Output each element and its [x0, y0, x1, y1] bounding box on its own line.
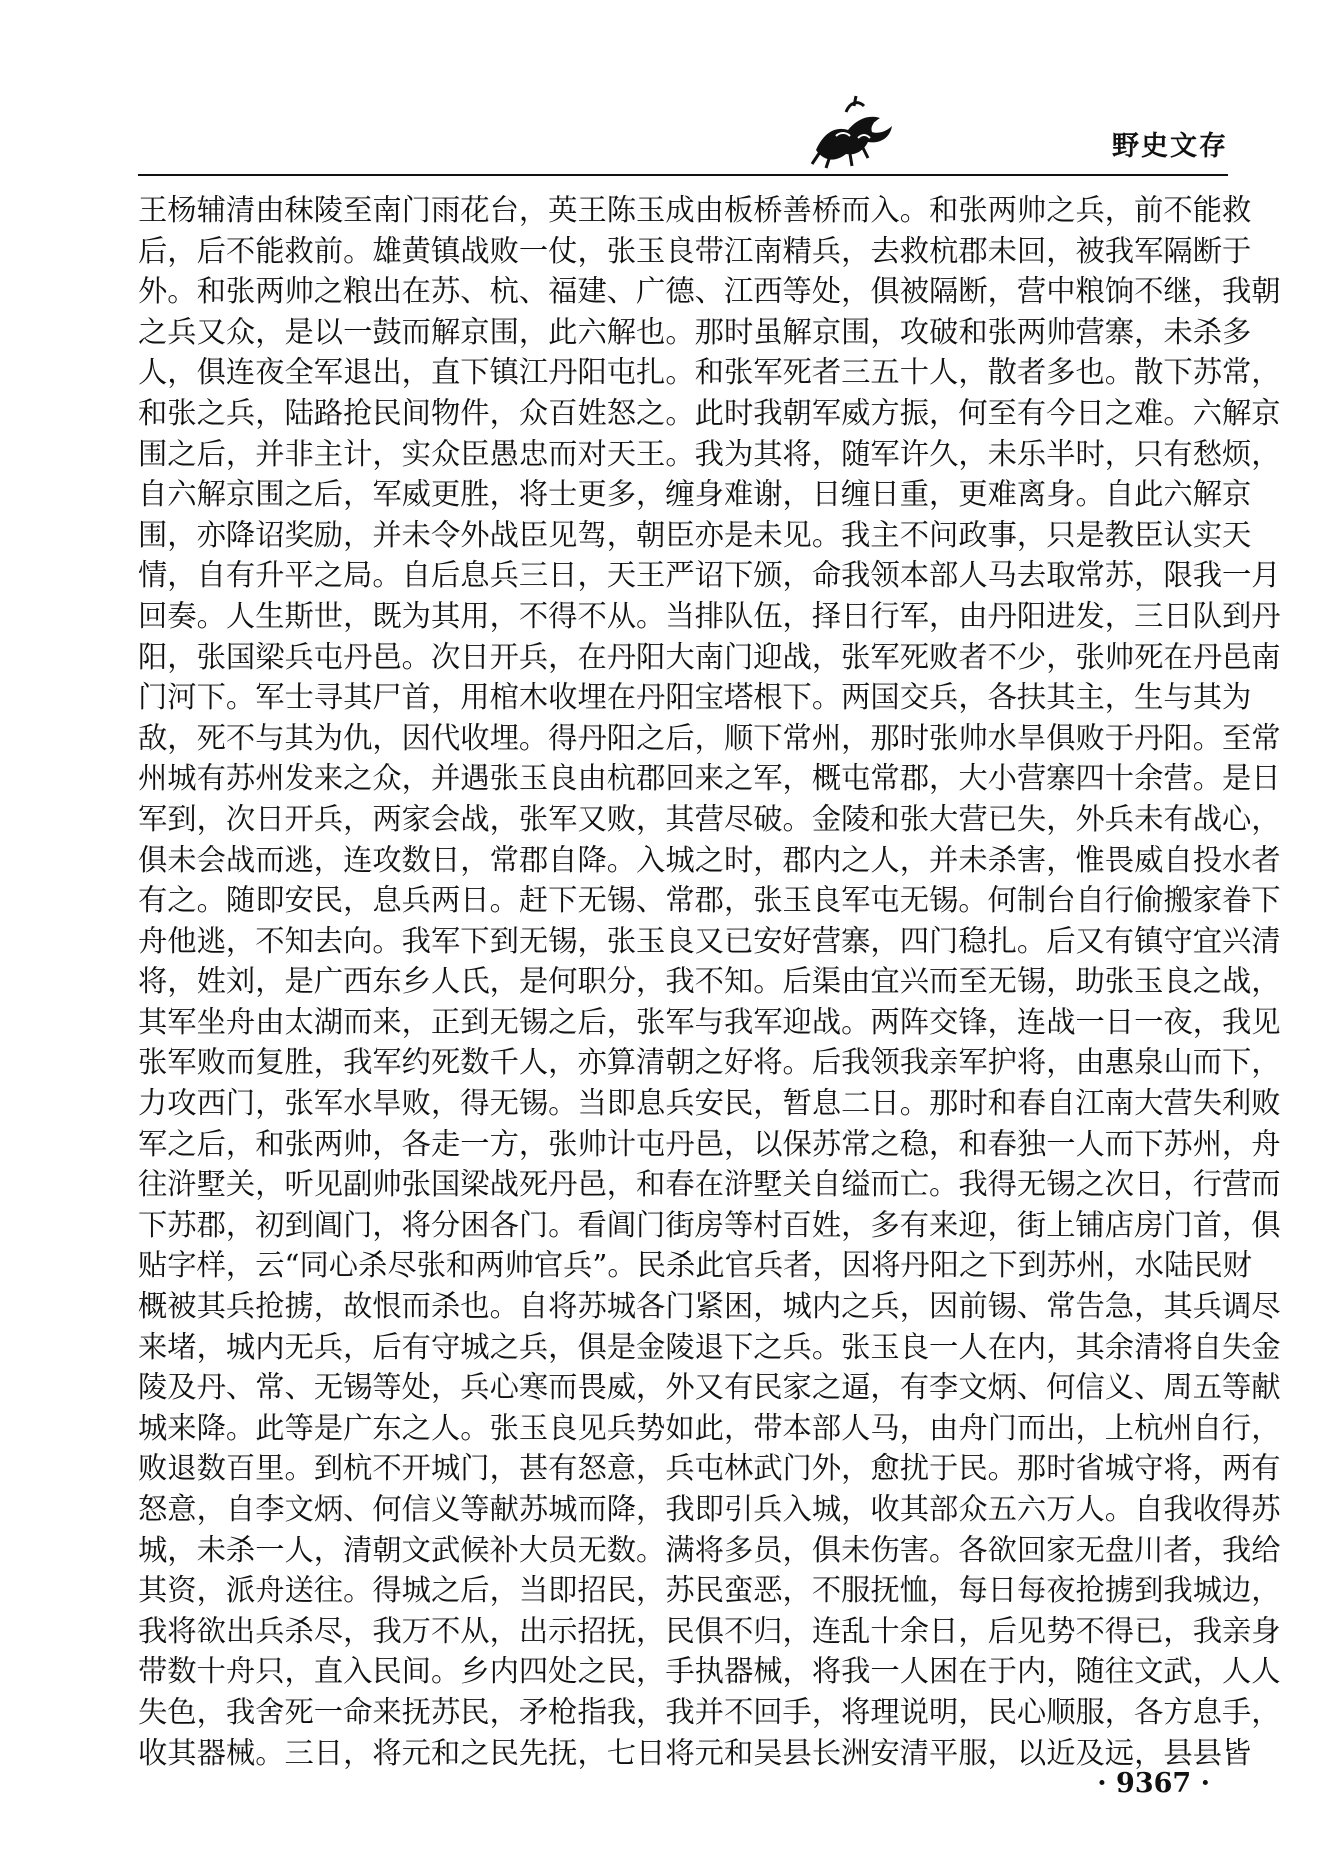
text-line: 力攻西门，张军水旱败，得无锡。当即息兵安民，暂息二日。那时和春自江南大营失利败	[138, 1086, 1281, 1121]
header-rule	[138, 174, 1228, 176]
text-line: 陵及丹、常、无锡等处，兵心寒而畏威，外又有民家之逼，有李文炳、何信义、周五等献	[138, 1370, 1281, 1405]
text-line: 军到，次日开兵，两家会战，张军又败，其营尽破。金陵和张大营已失，外兵未有战心，	[138, 801, 1281, 836]
text-line: 俱未会战而逃，连攻数日，常郡自降。入城之时，郡内之人，并未杀害，惟畏威自投水者	[138, 842, 1281, 877]
text-line: 来堵，城内无兵，后有守城之兵，俱是金陵退下之兵。张玉良一人在内，其余清将自失金	[138, 1329, 1281, 1364]
page-number: · 9367 ·	[1097, 1768, 1210, 1799]
text-line: 舟他逃，不知去向。我军下到无锡，张玉良又已安好营寨，四门稳扎。后又有镇守宜兴清	[138, 923, 1281, 958]
body-text	[138, 190, 1281, 1773]
text-line: 怒意，自李文炳、何信义等献苏城而降，我即引兵入城，收其部众五六万人。自我收得苏	[138, 1492, 1281, 1526]
text-line: 后，后不能救前。雄黄镇战败一仗，张玉良带江南精兵，去救杭郡未回，被我军隔断于	[138, 233, 1252, 268]
text-line: 人，俱连夜全军退出，直下镇江丹阳屯扎。和张军死者三五十人，散者多也。散下苏常，	[138, 355, 1281, 390]
text-line: 我将欲出兵杀尽，我万不从，出示招抚，民俱不归，连乱十余日，后见势不得已，我亲身	[138, 1613, 1281, 1648]
text-line: 州城有苏州发来之众，并遇张玉良由杭郡回来之军，概屯常郡，大小营寨四十余营。是日	[138, 761, 1281, 796]
text-line: 围，亦降诏奖励，并未令外战臣见驾，朝臣亦是未见。我主不问政事，只是教臣认实天	[138, 517, 1252, 552]
text-line: 下苏郡，初到阊门，将分困各门。看阊门街房等村百姓，多有来迎，街上铺店房门首，俱	[138, 1207, 1281, 1242]
text-line: 城，未杀一人，清朝文武候补大员无数。满将多员，俱未伤害。各欲回家无盘川者，我给	[138, 1532, 1281, 1567]
text-line: 有之。随即安民，息兵两日。赶下无锡、常郡，张玉良军屯无锡。何制台自行偷搬家眷下	[138, 883, 1281, 918]
text-line: 张军败而复胜，我军约死数千人，亦算清朝之好将。后我领我亲军护将，由惠泉山而下，	[138, 1045, 1281, 1080]
text-line: 收其器械。三日，将元和之民先抚，七日将元和吴县长洲安清平服，以近及远，县县皆	[138, 1735, 1252, 1770]
text-line: 其军坐舟由太湖而来，正到无锡之后，张军与我军迎战。两阵交锋，连战一日一夜，我见	[138, 1004, 1281, 1039]
text-line: 敌，死不与其为仇，因代收埋。得丹阳之后，顺下常州，那时张帅水旱俱败于丹阳。至常	[138, 720, 1281, 755]
text-line: 自六解京围之后，军威更胜，将士更多，缠身难谢，日缠日重，更难离身。自此六解京	[138, 477, 1252, 512]
text-line: 外。和张两帅之粮出在苏、杭、福建、广德、江西等处，俱被隔断，营中粮饷不继，我朝	[138, 274, 1281, 309]
dragon-emblem-icon	[806, 92, 896, 170]
text-line: 将，姓刘，是广西东乡人氏，是何职分，我不知。后渠由宜兴而至无锡，助张玉良之战，	[138, 964, 1281, 999]
text-line: 概被其兵抢掳，故恨而杀也。自将苏城各门紧困，城内之兵，因前锡、常告急，其兵调尽	[138, 1289, 1281, 1324]
page-header	[138, 92, 1228, 176]
text-line: 和张之兵，陆路抢民间物件，众百姓怒之。此时我朝军威方振，何至有今日之难。六解京	[138, 395, 1281, 430]
text-line: 回奏。人生斯世，既为其用，不得不从。当排队伍，择日行军，由丹阳进发，三日队到丹	[138, 598, 1281, 633]
text-line: 败退数百里。到杭不开城门，甚有怒意，兵屯林武门外，愈扰于民。那时省城守将，两有	[138, 1451, 1281, 1486]
text-line: 军之后，和张两帅，各走一方，张帅计屯丹邑，以保苏常之稳，和春独一人而下苏州，舟	[138, 1126, 1281, 1161]
text-line: 其资，派舟送往。得城之后，当即招民，苏民蛮恶，不服抚恤，每日每夜抢掳到我城边，	[138, 1573, 1281, 1608]
text-line: 阳，张国梁兵屯丹邑。次日开兵，在丹阳大南门迎战，张军死败者不少，张帅死在丹邑南	[138, 639, 1281, 674]
text-line: 王杨辅清由秣陵至南门雨花台，英王陈玉成由板桥善桥而入。和张两帅之兵，前不能救	[138, 193, 1252, 227]
text-line: 失色，我舍死一命来抚苏民，矛枪指我，我并不回手，将理说明，民心顺服，各方息手，	[138, 1694, 1281, 1729]
text-line: 门河下。军士寻其尸首，用棺木收埋在丹阳宝塔根下。两国交兵，各扶其主，生与其为	[138, 680, 1252, 715]
text-line: 城来降。此等是广东之人。张玉良见兵势如此，带本部人马，由舟门而出，上杭州自行，	[138, 1410, 1281, 1445]
text-line: 往浒墅关，听见副帅张国梁战死丹邑，和春在浒墅关自缢而亡。我得无锡之次日，行营而	[138, 1167, 1281, 1202]
text-line: 贴字样，云“同心杀尽张和两帅官兵”。民杀此官兵者，因将丹阳之下到苏州，水陆民财	[138, 1248, 1252, 1283]
text-line: 围之后，并非主计，实众臣愚忠而对天王。我为其将，随军许久，未乐半时，只有愁烦，	[138, 436, 1281, 471]
text-line: 之兵又众，是以一鼓而解京围，此六解也。那时虽解京围，攻破和张两帅营寨，未杀多	[138, 314, 1252, 349]
text-line: 情，自有升平之局。自后息兵三日，天王严诏下颁，命我领本部人马去取常苏，限我一月	[138, 558, 1281, 593]
series-title: 野史文存	[1112, 131, 1228, 162]
text-line: 带数十舟只，直入民间。乡内四处之民，手执器械，将我一人困在于内，随往文武，人人	[138, 1654, 1281, 1689]
